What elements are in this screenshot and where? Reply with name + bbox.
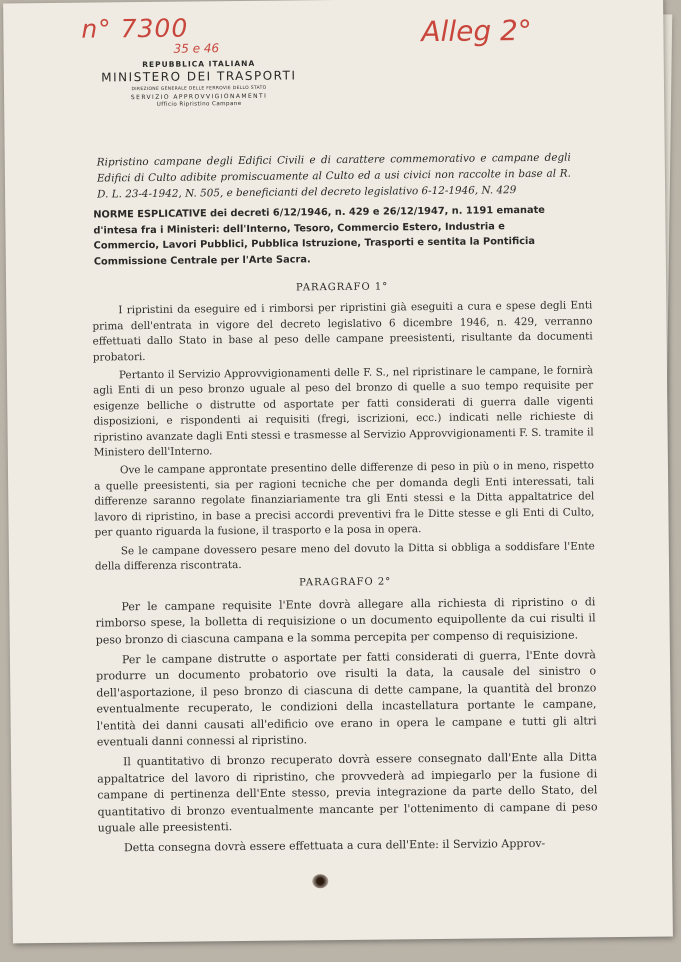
- letterhead-service: SERVIZIO APPROVVIGIONAMENTI: [130, 92, 268, 102]
- letterhead: [64, 58, 334, 109]
- norme-lead: NORME ESPLICATIVE: [93, 208, 207, 221]
- body-paragraph: Per le campane requisite l'Ente dovrà allegare alla richiesta di ripristino o di rimborso spese, la bolletta di requisizione o un documento equipollente da cui risulti il peso bronzo di ciascuna campana e la somma percepita per compenso di requisizione.: [95, 595, 596, 647]
- section-paragrafo-1: [92, 277, 595, 575]
- letterhead-republic: REPUBBLICA ITALIANA: [142, 58, 256, 70]
- letterhead-ministry: MINISTERO DEI TRASPORTI: [101, 68, 297, 85]
- section-heading: PARAGRAFO 2°: [299, 576, 392, 589]
- handwritten-allegato-note: Alleg 2°: [421, 13, 533, 49]
- handwritten-sub-reference: 35 e 46: [173, 41, 220, 56]
- section-heading: PARAGRAFO 1°: [295, 281, 389, 294]
- document-body: [92, 275, 598, 860]
- body-paragraph: Ove le campane approntate presentino delle differenze di peso in più o in meno, rispetto a quelle preesistenti, sia per ragioni tecniche che per domanda degli Enti interessati, tali differenze saranno regolate finanziariamente tra gli Enti stessi e la Ditta appaltatrice del lavoro di ripristino, in base a precisi accordi preventivi fra le Ditte stesse e gli Enti di Culto, per quanto riguarda la fusione, il trasporto e la posa in opera.: [94, 459, 595, 539]
- body-paragraph: Pertanto il Servizio Approvvigionamenti delle F. S., nel ripristinare le campane, le fornirà agli Enti di un peso bronzo uguale al peso del bronzo di quelle a suo tempo requisite per esigenze belliche o distrutte od asportate per fatti considerati di guerra dalle vigenti disposizioni, e rispondenti ai requisiti (fregi, iscrizioni, ecc.) indicati nelle richieste di ripristino avanzate dagli Enti stessi e trasmesse al Servizio Approvvigionamenti F. S. tramite il Ministero dell'Interno.: [93, 364, 594, 459]
- letterhead-direction: DIREZIONE GENERALE DELLE FERROVIE DELLO STATO: [131, 85, 267, 93]
- norme-esplicative: [93, 203, 574, 270]
- body-paragraph: Il quantitativo di bronzo recuperato dovrà essere consegnato dall'Ente alla Ditta appaltatrice del lavoro di ripristino, che provvederà ad impiegarlo per la fusione di campane di pertinenza dell'Ente stesso, previa integrazione da parte dello Stato, del quantitativo di bronzo eventualmente mancante per l'ottenimento di campane di peso uguale alle preesistenti.: [97, 750, 598, 835]
- body-paragraph: Se le campane dovessero pesare meno del dovuto la Ditta si obbliga a soddisfare l'Ente della differenza riscontrata.: [94, 539, 595, 573]
- section-paragrafo-2: [95, 573, 598, 858]
- document-subject: Ripristino campane degli Edifici Civili e di carattere commemorativo e campane degli Edifici di Culto adibite promiscuamente al Culto ed a usi civici non raccolte in base al R. D. L. 23-4-1942, N. 505, e beneficianti del decreto legislativo 6-12-1946, N. 429: [96, 151, 571, 201]
- norme-text: dei decreti 6/12/1946, n. 429 e 26/12/1947, n. 1191 emanate d'intesa fra i Ministeri: dell'Interno, Tesoro, Commercio Estero, Industria e Commercio, Lavori Pubblici, Pubblica Istruzione, Trasporti e sentita la Pontificia Commissione Centrale per l'Arte Sacra.: [93, 204, 545, 268]
- document-page: [3, 0, 673, 943]
- handwritten-reference-number: n° 7300: [81, 13, 189, 44]
- body-paragraph: I ripristini da eseguire ed i rimborsi per ripristini già eseguiti a cura e spese degli Enti prima dell'entrata in vigore del decreto legislativo 6 dicembre 1946, n. 429, verranno effettuati dallo Stato in base al peso delle campane preesistenti, risultante da documenti probatori.: [92, 299, 593, 364]
- letterhead-office: Ufficio Ripristino Campane: [156, 100, 242, 108]
- burn-stain-mark: [312, 874, 328, 888]
- body-paragraph: Detta consegna dovrà essere effettuata a cura dell'Ente: il Servizio Approv-: [123, 836, 546, 855]
- body-paragraph: Per le campane distrutte o asportate per fatti considerati di guerra, l'Ente dovrà produrre un documento probatorio ove risulti la data, la causale del sinistro o dell'asportazione, il peso bronzo di ciascuna di dette campane, la quantità del bronzo eventualmente recuperato, le condizioni della incastellatura portante le campane, l'entità dei danni causati all'edificio ove erano in opera le campane e tutti gli altri eventuali danni connessi al ripristino.: [96, 647, 597, 750]
